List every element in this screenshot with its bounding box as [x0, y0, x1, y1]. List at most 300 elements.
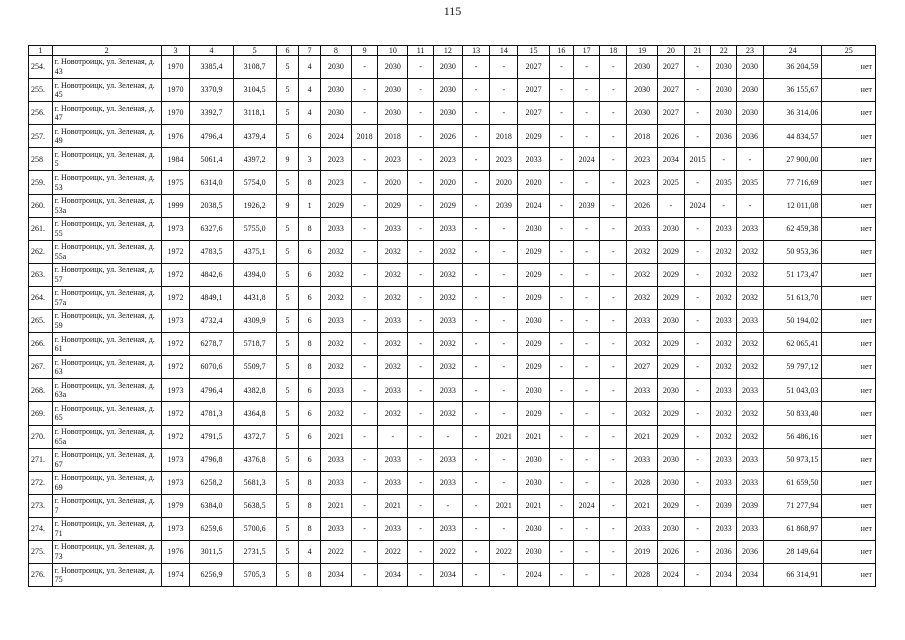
table-cell: 1976	[161, 125, 190, 148]
table-cell: -	[490, 356, 518, 379]
table-cell: -	[408, 286, 434, 309]
row-number-cell: 263.	[29, 263, 53, 286]
table-cell: 1999	[161, 194, 190, 217]
row-number-cell: 276.	[29, 564, 53, 587]
table-cell: 2032	[320, 333, 351, 356]
table-row	[29, 79, 876, 102]
table-cell: -	[573, 286, 600, 309]
table-cell: 2039	[490, 194, 518, 217]
table-cell: 2032	[320, 402, 351, 425]
table-cell: -	[408, 402, 434, 425]
table-cell: -	[550, 379, 574, 402]
table-cell: 2032	[711, 240, 737, 263]
table-cell: -	[550, 240, 574, 263]
table-cell: 5	[276, 494, 299, 517]
table-cell: 2030	[657, 517, 684, 540]
table-cell: 1972	[161, 263, 190, 286]
table-cell: 2032	[433, 240, 462, 263]
table-cell: 2023	[378, 148, 408, 171]
status-cell: нет	[822, 263, 876, 286]
address-cell: г. Новотроицк, ул. Зеленая, д. 69	[52, 471, 161, 494]
table-cell: -	[684, 310, 711, 333]
table-cell: 2020	[433, 171, 462, 194]
table-cell: 6	[299, 125, 321, 148]
table-cell: 4379,4	[233, 125, 276, 148]
table-cell: 1975	[161, 171, 190, 194]
table-cell: -	[408, 263, 434, 286]
table-cell: 2029	[518, 402, 550, 425]
table-cell: -	[684, 56, 711, 79]
table-cell: -	[408, 333, 434, 356]
cost-cell: 51 173,47	[763, 263, 822, 286]
table-cell: 2022	[320, 540, 351, 563]
address-cell: г. Новотроицк, ул. Зеленая, д. 45	[52, 79, 161, 102]
row-number-cell: 265.	[29, 310, 53, 333]
status-cell: нет	[822, 125, 876, 148]
table-cell: 2034	[320, 564, 351, 587]
address-cell: г. Новотроицк, ул. Зеленая, д. 5	[52, 148, 161, 171]
table-cell: -	[550, 494, 574, 517]
table-cell: -	[550, 171, 574, 194]
table-cell: 2032	[737, 286, 764, 309]
table-cell: -	[490, 564, 518, 587]
table-cell: -	[550, 263, 574, 286]
table-cell: -	[684, 356, 711, 379]
table-cell: 2032	[378, 286, 408, 309]
table-cell: 2030	[320, 79, 351, 102]
table-cell: -	[600, 171, 627, 194]
address-cell: г. Новотроицк, ул. Зеленая, д. 53	[52, 171, 161, 194]
table-cell: 2034	[737, 564, 764, 587]
table-cell: 2033	[737, 379, 764, 402]
address-cell: г. Новотроицк, ул. Зеленая, д. 73	[52, 540, 161, 563]
table-cell: 2024	[573, 148, 600, 171]
column-number-header: 14	[490, 46, 518, 56]
table-cell: 1970	[161, 56, 190, 79]
table-cell: 2036	[711, 540, 737, 563]
table-cell: 2033	[433, 310, 462, 333]
table-row	[29, 102, 876, 125]
table-cell: -	[573, 402, 600, 425]
table-cell: -	[462, 494, 490, 517]
table-cell: 4781,3	[190, 402, 233, 425]
table-cell: 2029	[657, 240, 684, 263]
column-number-header: 6	[276, 46, 299, 56]
table-cell: 4394,0	[233, 263, 276, 286]
table-cell: 2021	[378, 494, 408, 517]
table-cell: -	[462, 263, 490, 286]
table-cell: -	[490, 286, 518, 309]
table-cell: -	[600, 402, 627, 425]
table-cell: 4364,8	[233, 402, 276, 425]
table-cell: -	[408, 425, 434, 448]
table-cell: 2024	[518, 564, 550, 587]
table-cell: 4849,1	[190, 286, 233, 309]
table-cell: 2033	[320, 448, 351, 471]
table-cell: 2029	[518, 263, 550, 286]
table-cell: 2033	[627, 217, 658, 240]
table-cell: -	[351, 102, 378, 125]
table-cell: -	[490, 402, 518, 425]
table-cell: 2029	[657, 286, 684, 309]
table-cell: 2034	[657, 148, 684, 171]
table-cell: -	[490, 56, 518, 79]
cost-cell: 36 155,67	[763, 79, 822, 102]
table-cell: -	[351, 356, 378, 379]
cost-cell: 36 204,59	[763, 56, 822, 79]
table-cell: 1970	[161, 79, 190, 102]
table-cell: 2033	[711, 517, 737, 540]
table-cell: 2032	[320, 286, 351, 309]
table-cell: 2032	[378, 402, 408, 425]
table-cell: -	[684, 564, 711, 587]
table-cell: 2030	[518, 540, 550, 563]
address-cell: г. Новотроицк, ул. Зеленая, д. 71	[52, 517, 161, 540]
table-cell: -	[600, 540, 627, 563]
address-cell: г. Новотроицк, ул. Зеленая, д. 63	[52, 356, 161, 379]
table-cell: 6256,9	[190, 564, 233, 587]
table-cell: 5681,3	[233, 471, 276, 494]
table-cell: 2032	[737, 240, 764, 263]
table-cell: 2032	[737, 402, 764, 425]
table-cell: -	[490, 517, 518, 540]
table-cell: -	[462, 148, 490, 171]
table-cell: -	[550, 425, 574, 448]
table-cell: -	[550, 448, 574, 471]
table-cell: 2020	[518, 171, 550, 194]
table-cell: -	[684, 494, 711, 517]
table-cell: 5700,6	[233, 517, 276, 540]
table-cell: 2029	[518, 333, 550, 356]
table-cell: -	[462, 356, 490, 379]
table-cell: -	[490, 79, 518, 102]
table-cell: -	[351, 564, 378, 587]
table-cell: -	[550, 217, 574, 240]
table-cell: 2027	[657, 102, 684, 125]
table-cell: 2015	[684, 148, 711, 171]
table-cell: 2027	[657, 56, 684, 79]
table-cell: -	[351, 240, 378, 263]
table-cell: -	[550, 194, 574, 217]
table-cell: 2030	[737, 79, 764, 102]
table-cell: -	[600, 148, 627, 171]
table-cell: -	[550, 102, 574, 125]
column-number-header: 23	[737, 46, 764, 56]
table-cell: 2033	[378, 310, 408, 333]
table-cell: 2029	[518, 240, 550, 263]
table-cell: -	[600, 102, 627, 125]
table-cell: 2029	[518, 286, 550, 309]
row-number-cell: 264.	[29, 286, 53, 309]
table-cell: -	[573, 356, 600, 379]
table-cell: 6	[299, 310, 321, 333]
status-cell: нет	[822, 148, 876, 171]
table-cell: -	[600, 263, 627, 286]
table-cell: 2028	[627, 471, 658, 494]
table-cell: -	[462, 540, 490, 563]
table-cell: 2028	[627, 564, 658, 587]
table-cell: 2027	[518, 79, 550, 102]
table-cell: -	[684, 402, 711, 425]
table-cell: -	[600, 286, 627, 309]
table-cell: 5	[276, 471, 299, 494]
table-cell: -	[573, 56, 600, 79]
address-cell: г. Новотроицк, ул. Зеленая, д. 57	[52, 263, 161, 286]
table-cell: -	[600, 471, 627, 494]
table-cell: 5718,7	[233, 333, 276, 356]
table-cell: -	[600, 240, 627, 263]
table-cell: 2024	[518, 194, 550, 217]
table-cell: 2032	[320, 356, 351, 379]
cost-cell: 28 149,64	[763, 540, 822, 563]
table-cell: 2029	[518, 356, 550, 379]
table-cell: 2027	[627, 356, 658, 379]
table-cell: 4783,5	[190, 240, 233, 263]
table-cell: -	[573, 425, 600, 448]
table-cell: 2029	[657, 494, 684, 517]
table-cell: 1973	[161, 448, 190, 471]
table-cell: 2030	[518, 448, 550, 471]
status-cell: нет	[822, 448, 876, 471]
table-cell: -	[600, 56, 627, 79]
status-cell: нет	[822, 217, 876, 240]
status-cell: нет	[822, 517, 876, 540]
table-cell: -	[684, 379, 711, 402]
table-cell: 6070,6	[190, 356, 233, 379]
table-cell: 2018	[490, 125, 518, 148]
table-cell: 5	[276, 564, 299, 587]
table-cell: -	[684, 240, 711, 263]
table-cell: -	[684, 471, 711, 494]
table-cell: 2030	[737, 102, 764, 125]
table-cell: 2032	[378, 240, 408, 263]
status-cell: нет	[822, 540, 876, 563]
table-cell: -	[600, 379, 627, 402]
table-cell: 2030	[627, 102, 658, 125]
table-cell: -	[462, 448, 490, 471]
cost-cell: 36 314,06	[763, 102, 822, 125]
table-cell: 2033	[433, 517, 462, 540]
table-cell: 5638,5	[233, 494, 276, 517]
column-number-header: 25	[822, 46, 876, 56]
table-cell: 2033	[737, 448, 764, 471]
table-cell: 5	[276, 171, 299, 194]
table-row	[29, 379, 876, 402]
column-number-header: 18	[600, 46, 627, 56]
table-cell: -	[684, 517, 711, 540]
table-cell: 4	[299, 102, 321, 125]
table-cell: 1984	[161, 148, 190, 171]
cost-cell: 12 011,08	[763, 194, 822, 217]
address-cell: г. Новотроицк, ул. Зеленая, д. 63а	[52, 379, 161, 402]
table-cell: 5	[276, 79, 299, 102]
table-cell: -	[351, 171, 378, 194]
table-cell: 1	[299, 194, 321, 217]
table-cell: 2033	[433, 379, 462, 402]
table-cell: 1972	[161, 356, 190, 379]
table-cell: 2039	[737, 494, 764, 517]
table-cell: 2032	[378, 263, 408, 286]
table-cell: -	[408, 448, 434, 471]
table-cell: -	[462, 240, 490, 263]
table-cell: -	[550, 148, 574, 171]
table-cell: 2032	[627, 333, 658, 356]
table-cell: -	[433, 425, 462, 448]
table-cell: 2033	[378, 448, 408, 471]
table-cell: 2033	[320, 310, 351, 333]
table-row	[29, 517, 876, 540]
housing-register-table	[28, 45, 876, 587]
table-cell: -	[573, 102, 600, 125]
table-cell: 5	[276, 448, 299, 471]
table-cell: -	[573, 171, 600, 194]
table-cell: 6314,0	[190, 171, 233, 194]
table-cell: -	[550, 356, 574, 379]
table-cell: -	[550, 125, 574, 148]
table-cell: 2032	[737, 263, 764, 286]
table-cell: 2033	[320, 517, 351, 540]
cost-cell: 27 900,00	[763, 148, 822, 171]
table-cell: -	[711, 148, 737, 171]
table-cell: 2030	[627, 79, 658, 102]
table-cell: -	[657, 194, 684, 217]
table-cell: 2032	[737, 425, 764, 448]
table-cell: 9	[276, 148, 299, 171]
table-cell: -	[573, 448, 600, 471]
table-cell: -	[351, 517, 378, 540]
table-cell: -	[550, 402, 574, 425]
table-cell: 4309,9	[233, 310, 276, 333]
table-cell: -	[408, 125, 434, 148]
table-cell: 2034	[378, 564, 408, 587]
table-cell: 2032	[378, 356, 408, 379]
column-number-header: 2	[52, 46, 161, 56]
cost-cell: 56 486,16	[763, 425, 822, 448]
table-cell: 2018	[378, 125, 408, 148]
table-cell: -	[573, 310, 600, 333]
table-cell: 2032	[711, 333, 737, 356]
table-cell: -	[573, 79, 600, 102]
table-cell: 2033	[433, 448, 462, 471]
column-number-header: 1	[29, 46, 53, 56]
table-cell: -	[408, 194, 434, 217]
table-cell: 2030	[378, 56, 408, 79]
address-cell: г. Новотроицк, ул. Зеленая, д. 75	[52, 564, 161, 587]
table-cell: -	[408, 494, 434, 517]
table-cell: 2029	[320, 194, 351, 217]
table-cell: 2022	[490, 540, 518, 563]
column-number-header: 15	[518, 46, 550, 56]
table-cell: 2033	[378, 379, 408, 402]
table-cell: 2030	[518, 471, 550, 494]
table-cell: 2034	[433, 564, 462, 587]
table-cell: 2029	[657, 333, 684, 356]
table-cell: 5705,3	[233, 564, 276, 587]
row-number-cell: 268.	[29, 379, 53, 402]
table-cell: 2036	[737, 125, 764, 148]
table-cell: 1973	[161, 517, 190, 540]
table-cell: 2035	[711, 171, 737, 194]
table-row	[29, 564, 876, 587]
table-cell: 4796,4	[190, 125, 233, 148]
table-cell: -	[550, 286, 574, 309]
table-cell: 2021	[627, 494, 658, 517]
table-cell: -	[737, 148, 764, 171]
table-row	[29, 148, 876, 171]
table-cell: -	[550, 333, 574, 356]
table-cell: 2023	[320, 148, 351, 171]
table-cell: -	[408, 471, 434, 494]
table-cell: 2032	[433, 333, 462, 356]
table-cell: -	[351, 471, 378, 494]
cost-cell: 77 716,69	[763, 171, 822, 194]
table-cell: 5	[276, 263, 299, 286]
cost-cell: 62 459,38	[763, 217, 822, 240]
table-cell: 2021	[320, 494, 351, 517]
table-cell: 3370,9	[190, 79, 233, 102]
table-cell: 2030	[518, 517, 550, 540]
status-cell: нет	[822, 564, 876, 587]
table-row	[29, 217, 876, 240]
address-cell: г. Новотроицк, ул. Зеленая, д. 65а	[52, 425, 161, 448]
status-cell: нет	[822, 379, 876, 402]
table-cell: 2030	[433, 56, 462, 79]
table-cell: 1973	[161, 471, 190, 494]
table-cell: 2033	[737, 217, 764, 240]
table-cell: 2033	[737, 517, 764, 540]
table-cell: 2033	[711, 310, 737, 333]
table-cell: -	[490, 217, 518, 240]
table-row	[29, 194, 876, 217]
table-cell: -	[684, 171, 711, 194]
row-number-cell: 270.	[29, 425, 53, 448]
table-cell: 8	[299, 564, 321, 587]
table-row	[29, 425, 876, 448]
table-cell: -	[351, 448, 378, 471]
table-cell: 4431,8	[233, 286, 276, 309]
table-cell: -	[462, 379, 490, 402]
table-cell: 2036	[737, 540, 764, 563]
table-cell: 2034	[711, 564, 737, 587]
table-cell: 4732,4	[190, 310, 233, 333]
row-number-cell: 271.	[29, 448, 53, 471]
address-cell: г. Новотроицк, ул. Зеленая, д. 49	[52, 125, 161, 148]
table-cell: 3392,7	[190, 102, 233, 125]
table-cell: 6	[299, 263, 321, 286]
table-cell: 2032	[627, 263, 658, 286]
status-cell: нет	[822, 79, 876, 102]
table-cell: 2032	[711, 425, 737, 448]
cost-cell: 59 797,12	[763, 356, 822, 379]
table-cell: -	[573, 125, 600, 148]
table-cell: -	[573, 379, 600, 402]
table-cell: 5	[276, 125, 299, 148]
table-cell: -	[684, 540, 711, 563]
table-cell: 2020	[378, 171, 408, 194]
table-cell: 2032	[627, 286, 658, 309]
table-cell: 2020	[490, 171, 518, 194]
row-number-cell: 255.	[29, 79, 53, 102]
column-number-header: 20	[657, 46, 684, 56]
table-cell: -	[600, 310, 627, 333]
table-cell: 5754,0	[233, 171, 276, 194]
table-cell: -	[550, 79, 574, 102]
table-cell: 5	[276, 333, 299, 356]
table-cell: 2033	[711, 471, 737, 494]
table-cell: -	[600, 333, 627, 356]
table-cell: 2026	[657, 125, 684, 148]
status-cell: нет	[822, 356, 876, 379]
